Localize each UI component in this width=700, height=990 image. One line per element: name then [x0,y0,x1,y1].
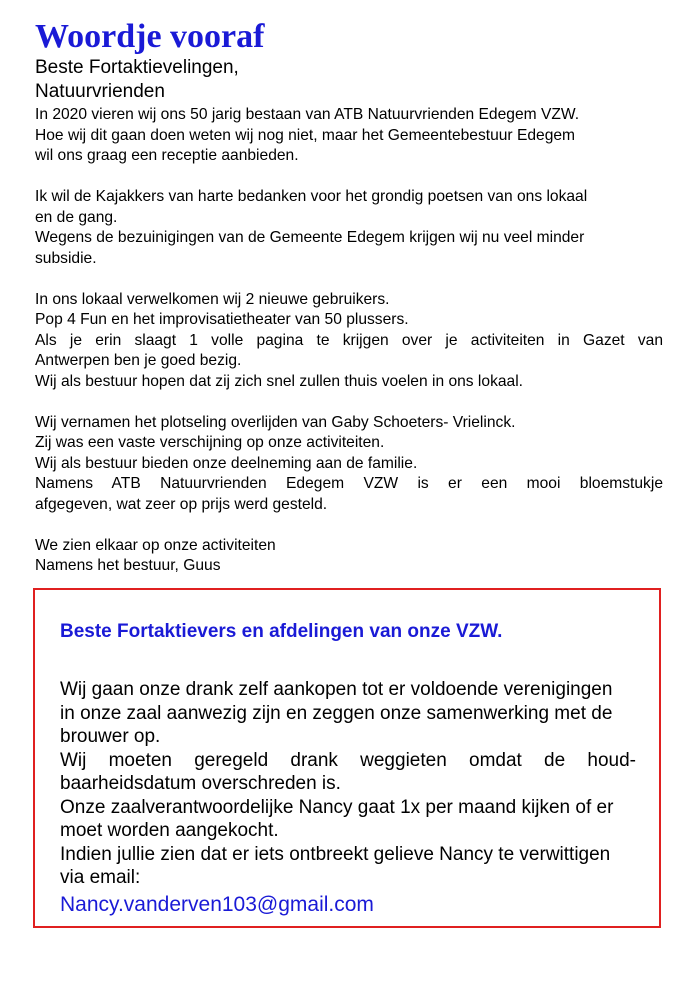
article-body [35,105,663,577]
paragraph [35,536,663,577]
text-line: Antwerpen ben je goed bezig. [35,352,242,369]
text-line: in onze zaal aanwezig zijn en zeggen onze samenwerking met de [60,702,613,724]
notice-body [60,678,636,890]
text-line: Indien jullie zien dat er iets ontbreekt gelieve Nancy te verwittigen [60,843,611,865]
notice-content [60,620,636,918]
text-line: Ik wil de Kajakkers van harte bedanken voor het grondig poetsen van ons lokaal [35,188,588,205]
text-line: Namens het bestuur, Guus [35,557,221,574]
text-line: afgegeven, wat zeer op prijs werd gesteld. [35,495,328,513]
text-line: Wij vernamen het plotseling overlijden van Gaby Schoeters- Vrielinck. [35,413,516,431]
text-line: Wij gaan onze drank zelf aankopen tot er voldoende verenigingen [60,679,613,700]
greeting-line: Beste Fortaktievelingen, [35,57,239,78]
text-line: subsidie. [35,249,97,267]
text-line: moet worden aangekocht. [60,820,279,841]
text-line: brouwer op. [60,726,161,747]
text-line: We zien elkaar op onze activiteiten [35,536,276,554]
text-line: In ons lokaal verwelkomen wij 2 nieuwe gebruikers. [35,290,390,308]
text-line: Onze zaalverantwoordelijke Nancy gaat 1x per maand kijken of er [60,796,614,818]
text-line: wil ons graag een receptie aanbieden. [35,147,299,164]
text-line: Namens ATB Natuurvrienden Edegem VZW is er een mooi bloemstukje [35,475,663,492]
page-title: Woordje vooraf [35,18,265,55]
text-line: Hoe wij dit gaan doen weten wij nog niet, maar het Gemeentebestuur Edegem [35,126,576,144]
text-line: Wij als bestuur hopen dat zij zich snel zullen thuis voelen in ons lokaal. [35,372,524,390]
article [35,18,663,577]
text-line: Wij als bestuur bieden onze deelneming aan de familie. [35,454,418,472]
paragraph [35,187,663,269]
text-line: en de gang. [35,208,118,226]
paragraph [35,105,663,167]
text-line: Wij moeten geregeld drank weggieten omdat de houd- [60,749,636,771]
text-line: Als je erin slaagt 1 volle pagina te krijgen over je activiteiten in Gazet van [35,331,663,349]
email-link[interactable]: Nancy.vanderven103@gmail.com [60,892,374,916]
text-line: via email: [60,867,141,888]
text-line: Zij was een vaste verschijning op onze activiteiten. [35,434,385,451]
text-line: baarheidsdatum overschreden is. [60,773,341,794]
text-line: Wegens de bezuinigingen van de Gemeente Edegem krijgen wij nu veel minder [35,229,585,246]
paragraph [35,413,663,516]
text-line: In 2020 vieren wij ons 50 jarig bestaan van ATB Natuurvrienden Edegem VZW. [35,106,580,123]
text-line: Pop 4 Fun en het improvisatietheater van 50 plussers. [35,311,409,328]
notice-box [33,588,661,928]
paragraph [35,290,663,393]
greeting-line: Natuurvrienden [35,81,165,102]
notice-title: Beste Fortaktievers en afdelingen van onze VZW. [60,621,503,642]
